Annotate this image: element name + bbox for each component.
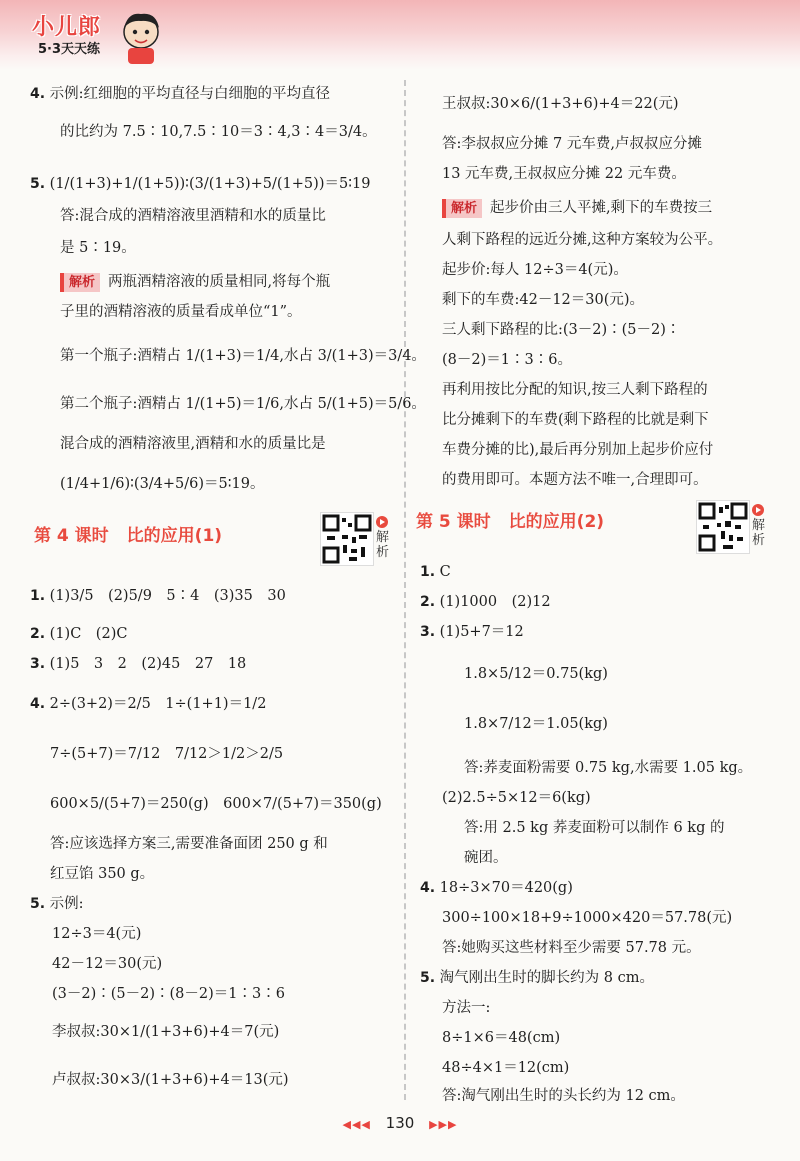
lesson-5-title: 第 5 课时 比的应用(2) — [416, 512, 605, 532]
l5-q2: 2. (1)1000 (2)12 — [420, 594, 551, 610]
q4-line2: 的比约为 7.5∶10,7.5∶10＝3∶4,3∶4＝3/4。 — [60, 124, 377, 140]
l4-q5-line6: 卢叔叔:30×3/(1+3+6)+4＝13(元) — [52, 1072, 289, 1088]
qr-code-icon[interactable] — [320, 512, 374, 566]
cont-analysis-3: 起步价:每人 12÷3＝4(元)。 — [442, 262, 628, 278]
cont-analysis-5: 三人剩下路程的比:(3－2)∶(5－2)∶ — [442, 322, 681, 338]
publisher-logo — [26, 6, 156, 62]
mascot-icon — [114, 10, 168, 66]
q5-answer-1: 答:混合成的酒精溶液里酒精和水的质量比 — [60, 208, 326, 224]
l5-q5-line2: 方法一: — [442, 1000, 491, 1016]
l5-q3-line3: 1.8×7/12＝1.05(kg) — [464, 716, 608, 732]
l5-q3-line1: 3. (1)5+7＝12 — [420, 624, 524, 640]
logo-subtitle: 5·3天天练 — [38, 42, 101, 57]
q5-analysis-3: 第一个瓶子:酒精占 1/(1+3)＝1/4,水占 3/(1+3)＝3/4。 — [60, 348, 426, 364]
l5-q4-line1: 4. 18÷3×70＝420(g) — [420, 880, 573, 896]
l5-q3-line6: 答:用 2.5 kg 荞麦面粉可以制作 6 kg 的 — [464, 820, 725, 836]
q5-analysis-1: 解析 两瓶酒精溶液的质量相同,将每个瓶 — [60, 272, 330, 292]
logo-title: 小儿郎 — [32, 15, 102, 40]
l4-q5-line2: 12÷3＝4(元) — [52, 926, 142, 942]
l5-q4-line2: 300÷100×18+9÷1000×420＝57.78(元) — [442, 910, 733, 926]
qr-label: 解析 — [376, 530, 390, 560]
next-arrows-icon: ▶▶▶ — [429, 1118, 458, 1131]
cont-analysis-2: 人剩下路程的远近分摊,这种方案较为公平。 — [442, 232, 723, 248]
l5-q3-line2: 1.8×5/12＝0.75(kg) — [464, 666, 608, 682]
l5-q5-line3: 8÷1×6＝48(cm) — [442, 1030, 561, 1046]
cont-line2: 答:李叔叔应分摊 7 元车费,卢叔叔应分摊 — [442, 136, 702, 152]
cont-line1: 王叔叔:30×6/(1+3+6)+4＝22(元) — [442, 96, 679, 112]
l4-q4-line5: 红豆馅 350 g。 — [50, 866, 155, 882]
play-icon[interactable] — [376, 516, 388, 528]
column-divider — [404, 80, 406, 1100]
l5-q1: 1. C — [420, 564, 451, 580]
cont-analysis-4: 剩下的车费:42－12＝30(元)。 — [442, 292, 645, 308]
qr-label: 解析 — [752, 518, 766, 548]
l5-q5-line4: 48÷4×1＝12(cm) — [442, 1060, 570, 1076]
cont-analysis-9: 车费分摊的比),最后再分别加上起步价应付 — [442, 442, 714, 458]
page-number: 130 — [385, 1114, 415, 1132]
play-icon[interactable] — [752, 504, 764, 516]
l4-q5-line5: 李叔叔:30×1/(1+3+6)+4＝7(元) — [52, 1024, 280, 1040]
q4-line1: 4. 示例:红细胞的平均直径与白细胞的平均直径 — [30, 86, 331, 102]
analysis-badge: 解析 — [442, 199, 482, 218]
l4-q5-line3: 42－12＝30(元) — [52, 956, 163, 972]
l5-q3-line7: 碗团。 — [464, 850, 508, 866]
lesson-4-title: 第 4 课时 比的应用(1) — [34, 526, 223, 546]
q5-analysis-4: 第二个瓶子:酒精占 1/(1+5)＝1/6,水占 5/(1+5)＝5/6。 — [60, 396, 426, 412]
cont-analysis-1: 解析 起步价由三人平摊,剩下的车费按三 — [442, 198, 712, 218]
cont-analysis-10: 的费用即可。本题方法不唯一,合理即可。 — [442, 472, 708, 488]
page-number-bar — [0, 1114, 800, 1132]
l4-q3: 3. (1)5 3 2 (2)45 27 18 — [30, 656, 247, 672]
analysis-badge: 解析 — [60, 273, 100, 292]
cont-analysis-7: 再利用按比分配的知识,按三人剩下路程的 — [442, 382, 708, 398]
l4-q4-line2: 7÷(5+7)＝7/12 7/12＞1/2＞2/5 — [50, 746, 284, 762]
cont-line3: 13 元车费,王叔叔应分摊 22 元车费。 — [442, 166, 686, 182]
l4-q4-line3: 600×5/(5+7)＝250(g) 600×7/(5+7)＝350(g) — [50, 796, 382, 812]
q5-analysis-6: (1/4+1/6)∶(3/4+5/6)＝5∶19。 — [60, 476, 265, 492]
l4-q5-line4: (3－2)∶(5－2)∶(8－2)＝1∶3∶6 — [52, 986, 285, 1002]
l4-q5-line1: 5. 示例: — [30, 896, 84, 912]
l5-q5-line5: 答:淘气刚出生时的头长约为 12 cm。 — [442, 1088, 685, 1104]
prev-arrows-icon: ◀◀◀ — [342, 1118, 371, 1131]
qr-code-icon[interactable] — [696, 500, 750, 554]
l4-q2: 2. (1)C (2)C — [30, 626, 128, 642]
q5-analysis-5: 混合成的酒精溶液里,酒精和水的质量比是 — [60, 436, 326, 452]
l5-q4-line3: 答:她购买这些材料至少需要 57.78 元。 — [442, 940, 701, 956]
q5-answer-2: 是 5∶19。 — [60, 240, 136, 256]
l5-q3-line5: (2)2.5÷5×12＝6(kg) — [442, 790, 591, 806]
q5-formula: 5. (1/(1+3)+1/(1+5))∶(3/(1+3)+5/(1+5))＝5∶19 — [30, 176, 371, 192]
l5-q5-line1: 5. 淘气刚出生时的脚长约为 8 cm。 — [420, 970, 654, 986]
l4-q1: 1. (1)3/5 (2)5/9 5∶4 (3)35 30 — [30, 588, 286, 604]
q5-analysis-2: 子里的酒精溶液的质量看成单位“1”。 — [60, 304, 302, 320]
l4-q4-line1: 4. 2÷(3+2)＝2/5 1÷(1+1)＝1/2 — [30, 696, 267, 712]
cont-analysis-8: 比分摊剩下的车费(剩下路程的比就是剩下 — [442, 412, 709, 428]
l5-q3-line4: 答:荞麦面粉需要 0.75 kg,水需要 1.05 kg。 — [464, 760, 753, 776]
l4-q4-line4: 答:应该选择方案三,需要准备面团 250 g 和 — [50, 836, 328, 852]
cont-analysis-6: (8－2)＝1∶3∶6。 — [442, 352, 572, 368]
